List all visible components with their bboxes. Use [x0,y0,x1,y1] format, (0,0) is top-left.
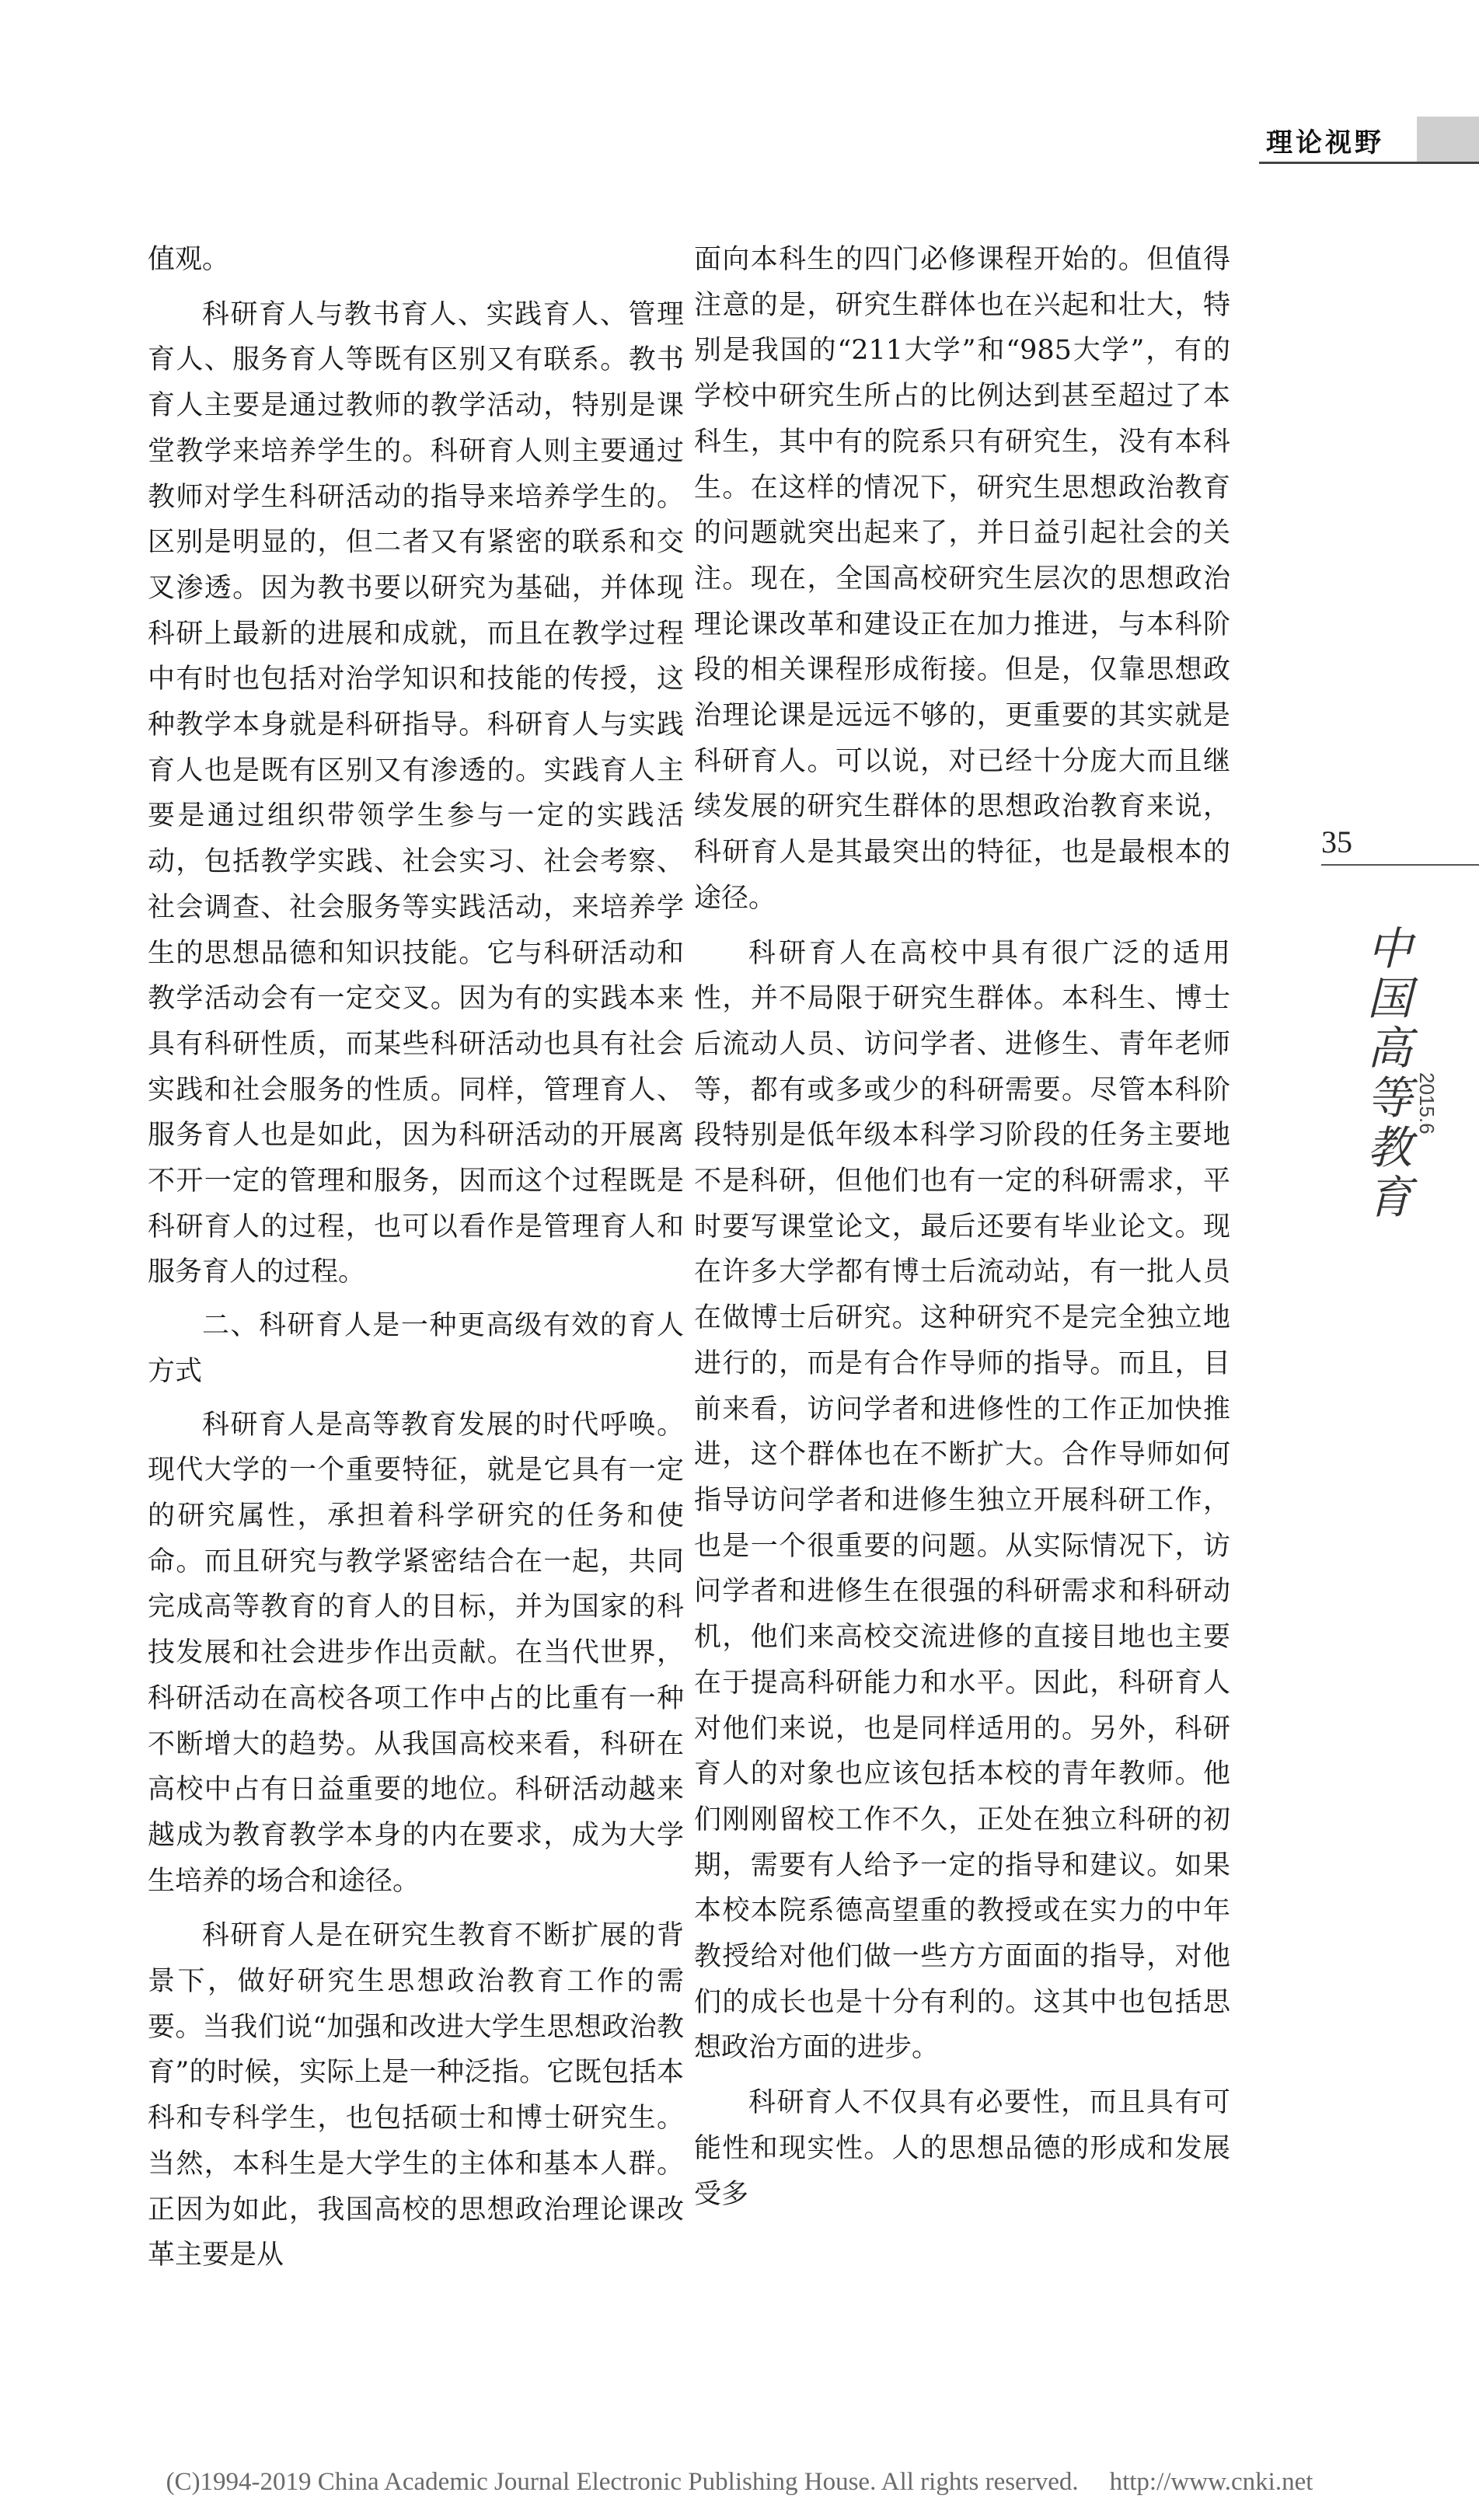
section-label: 理论视野 [1254,121,1384,159]
paragraph: 科研育人是高等教育发展的时代呼唤。现代大学的一个重要特征，就是它具有一定的研究属性，承担着科学研究的任务和使命。而且研究与教学紧密结合在一起，共同完成高等教育的育人的目标，并为国家的科技发展和社会进步作出贡献。在当代世界，科研活动在高校各项工作中占的比重有一种不断增大的趋势。从我国高校来看，科研在高校中占有日益重要的地位。科研活动越来越成为教育教学本身的内在要求，成为大学生培养的场合和途径。 [148,1409,684,1897]
footer-url[interactable]: http://www.cnki.net [1109,2468,1313,2496]
paragraph: 面向本科生的四门必修课程开始的。但值得注意的是，研究生群体也在兴起和壮大，特别是我国的“211大学”和“985大学”，有的学校中研究生所占的比例达到甚至超过了本科生，其中有的院系只有研究生，没有本科生。在这样的情况下，研究生思想政治教育的问题就突出起来了，并日益引起社会的关注。现在，全国高校研究生层次的思想政治理论课改革和建设正在加力推进，与本科阶段的相关课程形成衔接。但是，仅靠思想政治理论课是远远不够的，更重要的其实就是科研育人。可以说，对已经十分庞大而且继续发展的研究生群体的思想政治教育来说，科研育人是其最突出的特征，也是最根本的途径。 [694,244,1230,914]
paragraph: 科研育人是在研究生教育不断扩展的背景下，做好研究生思想政治教育工作的需要。当我们说“加强和改进大学生思想政治教育”的时候，实际上是一种泛指。它既包括本科和专科学生，也包括硕士和博士研究生。当然，本科生是大学生的主体和基本人群。正因为如此，我国高校的思想政治理论课改革主要是从 [148,1920,684,2271]
right-column [694,237,1230,2225]
section-heading: 二、科研育人是一种更高级有效的育人方式 [148,1310,684,1387]
section-header [1254,117,1479,163]
paragraph: 科研育人不仅具有必要性，而且具有可能性和现实性。人的思想品德的形成和发展受多 [694,2087,1230,2210]
paragraph: 科研育人在高校中具有很广泛的适用性，并不局限于研究生群体。本科生、博士后流动人员、访问学者、进修生、青年老师等，都有或多或少的科研需要。尽管本科阶段特别是低年级本科学习阶段的任务主要地不是科研，但他们也有一定的科研需求，平时要写课堂论文，最后还要有毕业论文。现在许多大学都有博士后流动站，有一批人员在做博士后研究。这种研究不是完全独立地进行的，而是有合作导师的指导。而且，目前来看，访问学者和进修性的工作正加快推进，这个群体也在不断扩大。合作导师如何指导访问学者和进修生独立开展科研工作，也是一个很重要的问题。从实际情况下，访问学者和进修生在很强的科研需求和科研动机，他们来高校交流进修的直接目地也主要在于提高科研能力和水平。因此，科研育人对他们来说，也是同样适用的。另外，科研育人的对象也应该包括本校的青年教师。他们刚刚留校工作不久，正处在独立科研的初期，需要有人给予一定的指导和建议。如果本校本院系德高望重的教授或在实力的中年教授给对他们做一些方方面面的指导，对他们的成长也是十分有利的。这其中也包括思想政治方面的进步。 [694,937,1230,2064]
paragraph: 科研育人与教书育人、实践育人、管理育人、服务育人等既有区别又有联系。教书育人主要是通过教师的教学活动，特别是课堂教学来培养学生的。科研育人则主要通过教师对学生科研活动的指导来培养学生的。区别是明显的，但二者又有紧密的联系和交叉渗透。因为教书要以研究为基础，并体现科研上最新的进展和成就，而且在教学过程中有时也包括对治学知识和技能的传授，这种教学本身就是科研指导。科研育人与实践育人也是既有区别又有渗透的。实践育人主要是通过组织带领学生参与一定的实践活动，包括教学实践、社会实习、社会考察、社会调查、社会服务等实践活动，来培养学生的思想品德和知识技能。它与科研活动和教学活动会有一定交叉。因为有的实践本来具有科研性质，而某些科研活动也具有社会实践和社会服务的性质。同样，管理育人、服务育人也是如此，因为科研活动的开展离不开一定的管理和服务，因而这个过程既是科研育人的过程，也可以看作是管理育人和服务育人的过程。 [148,298,684,1288]
journal-logo: 中国高等教育 [1359,925,1412,1223]
left-column [148,237,684,2286]
margin-rule [1321,864,1479,866]
paragraph: 值观。 [148,244,230,275]
section-header-bar [1417,117,1479,163]
page-number: 35 [1321,824,1352,859]
journal-issue: 2015.6 [1415,1072,1439,1135]
footer [0,2468,1479,2497]
header-rule [1259,162,1479,164]
copyright-notice: (C)1994-2019 China Academic Journal Electronic Publishing House. All rights reserved. [166,2468,1079,2496]
